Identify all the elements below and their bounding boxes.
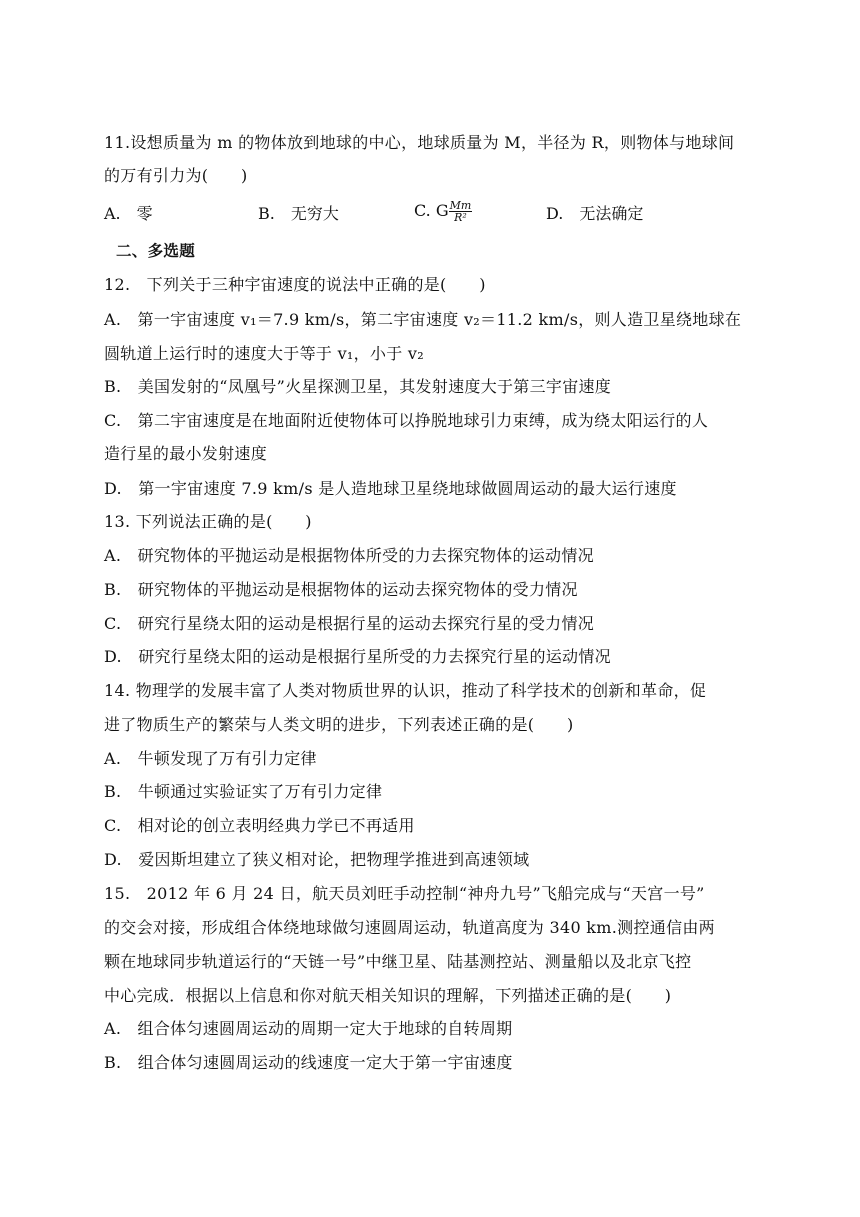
q12-option-a-line2: 圆轨道上运行时的速度大于等于 v₁，小于 v₂	[104, 344, 424, 363]
q11-option-c	[414, 200, 472, 223]
q12-stem: 12. 下列关于三种宇宙速度的说法中正确的是( )	[104, 275, 486, 294]
q14-stem-line2: 进了物质生产的繁荣与人类文明的进步，下列表述正确的是( )	[104, 715, 574, 734]
q11-option-d: D. 无法确定	[546, 204, 644, 223]
q13-stem: 13. 下列说法正确的是( )	[104, 512, 312, 531]
q15-stem-line2: 的交会对接，形成组合体绕地球做匀速圆周运动，轨道高度为 340 km.测控通信由两	[104, 918, 715, 937]
section-title: 二、多选题	[116, 242, 196, 260]
q13-option-d: D. 研究行星绕太阳的运动是根据行星所受的力去探究行星的运动情况	[104, 647, 611, 666]
q11-option-c-prefix: C. G	[414, 201, 449, 220]
q13-option-b: B. 研究物体的平抛运动是根据物体的运动去探究物体的受力情况	[104, 580, 578, 599]
formula-numerator: Mm	[449, 199, 472, 212]
q12-option-d: D. 第一宇宙速度 7.9 km/s 是人造地球卫星绕地球做圆周运动的最大运行速度	[104, 479, 677, 498]
q11-option-a: A. 零	[104, 204, 153, 223]
q15-option-a: A. 组合体匀速圆周运动的周期一定大于地球的自转周期	[104, 1019, 513, 1038]
q15-stem-line4: 中心完成．根据以上信息和你对航天相关知识的理解，下列描述正确的是( )	[104, 986, 672, 1005]
q14-stem-line1: 14. 物理学的发展丰富了人类对物质世界的认识，推动了科学技术的创新和革命，促	[104, 681, 707, 700]
q12-option-b: B. 美国发射的“凤凰号”火星探测卫星，其发射速度大于第三宇宙速度	[104, 377, 612, 396]
q15-stem-line3: 颗在地球同步轨道运行的“天链一号”中继卫星、陆基测控站、测量船以及北京飞控	[104, 952, 692, 971]
q11-option-c-formula	[449, 200, 473, 223]
q13-option-a: A. 研究物体的平抛运动是根据物体所受的力去探究物体的运动情况	[104, 546, 594, 565]
q14-option-d: D. 爱因斯坦建立了狭义相对论，把物理学推进到高速领域	[104, 850, 530, 869]
q11-stem-line2: 的万有引力为( )	[104, 166, 248, 185]
q12-option-c-line2: 造行星的最小发射速度	[104, 444, 268, 463]
q14-option-b: B. 牛顿通过实验证实了万有引力定律	[104, 782, 383, 801]
q13-option-c: C. 研究行星绕太阳的运动是根据行星的运动去探究行星的受力情况	[104, 614, 595, 633]
q14-option-c: C. 相对论的创立表明经典力学已不再适用	[104, 816, 415, 835]
q11-stem-line1: 11.设想质量为 m 的物体放到地球的中心，地球质量为 M，半径为 R，则物体与地球间	[104, 133, 735, 152]
q15-stem-line1: 15. 2012 年 6 月 24 日，航天员刘旺手动控制“神舟九号”飞船完成与“天宫一号”	[104, 884, 705, 903]
q12-option-a-line1: A. 第一宇宙速度 v₁＝7.9 km/s，第二宇宙速度 v₂＝11.2 km/s，则人造卫星绕地球在	[104, 310, 742, 329]
formula-denominator: R²	[454, 211, 467, 224]
q15-option-b: B. 组合体匀速圆周运动的线速度一定大于第一宇宙速度	[104, 1053, 513, 1072]
q14-option-a: A. 牛顿发现了万有引力定律	[104, 749, 317, 768]
q12-option-c-line1: C. 第二宇宙速度是在地面附近使物体可以挣脱地球引力束缚，成为绕太阳运行的人	[104, 411, 709, 430]
q11-option-b: B. 无穷大	[258, 204, 339, 223]
